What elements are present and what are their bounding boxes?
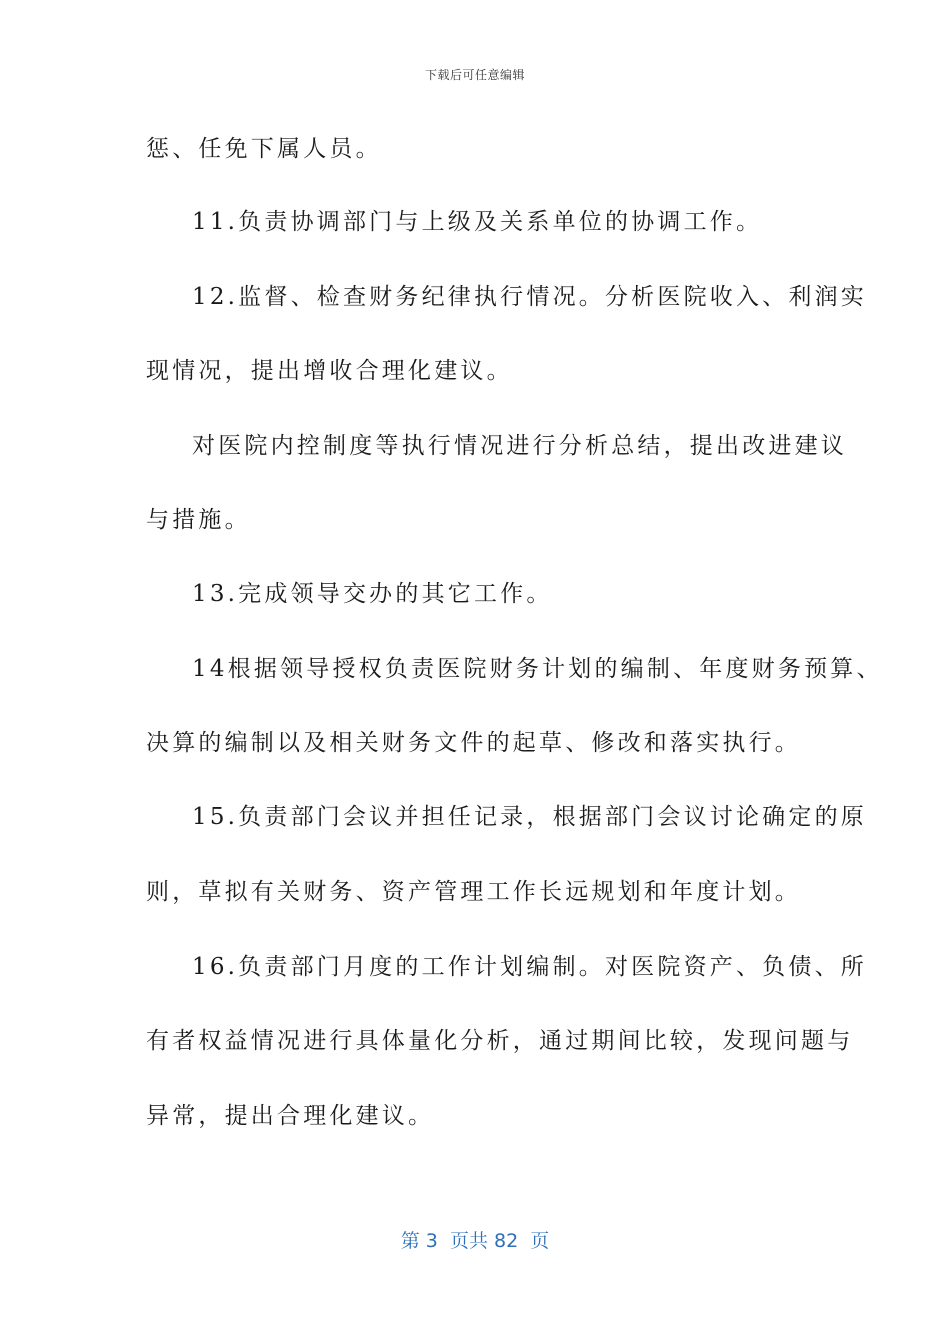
body-line: 有者权益情况进行具体量化分析，通过期间比较，发现问题与 [146,1028,854,1054]
body-line: 11.负责协调部门与上级及关系单位的协调工作。 [192,209,763,235]
body-line: 决算的编制以及相关财务文件的起草、修改和落实执行。 [146,730,801,756]
body-line: 现情况，提出增收合理化建议。 [146,358,513,384]
body-line: 14根据领导授权负责医院财务计划的编制、年度财务预算、 [192,656,883,682]
body-line: 13.完成领导交办的其它工作。 [192,581,553,607]
header-note: 下载后可任意编辑 [424,68,525,82]
body-line: 则，草拟有关财务、资产管理工作长远规划和年度计划。 [146,879,801,905]
body-line: 对医院内控制度等执行情况进行分析总结，提出改进建议 [192,433,847,459]
body-line: 异常，提出合理化建议。 [146,1103,435,1129]
page-number: 第 3 页共 82 页 [400,1230,550,1252]
body-line: 15.负责部门会议并担任记录，根据部门会议讨论确定的原 [192,804,867,830]
body-line: 与措施。 [146,507,251,533]
body-line: 16.负责部门月度的工作计划编制。对医院资产、负债、所 [192,954,867,980]
body-line: 12.监督、检查财务纪律执行情况。分析医院收入、利润实 [192,284,867,310]
body-line: 惩、任免下属人员。 [146,136,382,162]
